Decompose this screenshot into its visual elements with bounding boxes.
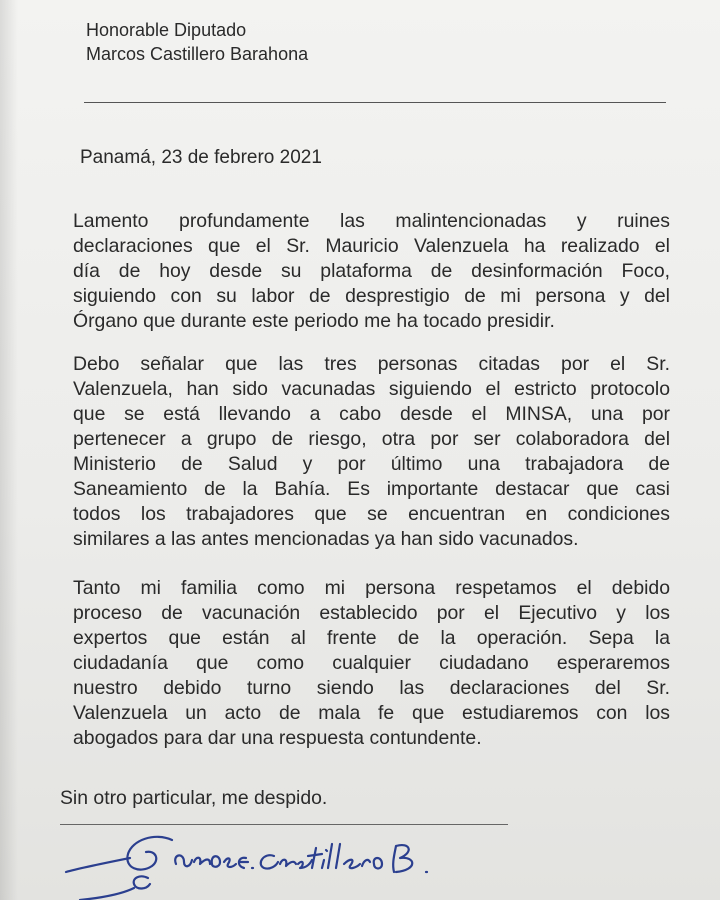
- paragraph-line: Valenzuela, han sido vacunadas siguiendo el estricto protocolo: [73, 378, 670, 400]
- letterhead: [86, 18, 308, 66]
- paragraph-line: expertos que están al frente de la operación. Sepa la: [73, 627, 670, 649]
- paragraph-line: nuestro debido turno siendo las declaraciones del Sr.: [73, 677, 670, 699]
- paragraph-1: [73, 209, 670, 334]
- paragraph-3: [73, 576, 670, 751]
- page-edge-shadow: [0, 0, 18, 900]
- paragraph-line: proceso de vacunación establecido por el Ejecutivo y los: [73, 602, 670, 624]
- paragraph-line: Ministerio de Salud y por último una trabajadora de: [73, 453, 670, 475]
- paragraph-2: [73, 352, 670, 552]
- closing-line: Sin otro particular, me despido.: [60, 787, 328, 809]
- paragraph-line: ciudadanía que como cualquier ciudadano esperaremos: [73, 652, 670, 674]
- paragraph-line: que se está llevando a cabo desde el MINSA, una por: [73, 403, 670, 425]
- paragraph-line: Órgano que durante este periodo me ha tocado presidir.: [73, 310, 555, 332]
- paragraph-line: todos los trabajadores que se encuentran en condiciones: [73, 503, 670, 525]
- recipient-name: Marcos Castillero Barahona: [86, 44, 309, 64]
- paragraph-line: día de hoy desde su plataforma de desinformación Foco,: [73, 260, 670, 282]
- recipient-title: Honorable Diputado: [86, 20, 247, 40]
- paragraph-line: Lamento profundamente las malintencionadas y ruines: [73, 210, 670, 232]
- paragraph-line: Tanto mi familia como mi persona respetamos el debido: [73, 577, 670, 599]
- letter-date: Panamá, 23 de febrero 2021: [80, 147, 322, 168]
- letterhead-divider: [84, 102, 666, 103]
- paragraph-line: siguiendo con su labor de desprestigio de mi persona y del: [73, 285, 670, 307]
- handwritten-signature: [60, 818, 520, 900]
- paragraph-line: similares a las antes mencionadas ya han sido vacunados.: [73, 528, 579, 550]
- paragraph-line: declaraciones que el Sr. Mauricio Valenzuela ha realizado el: [73, 235, 670, 257]
- paragraph-line: abogados para dar una respuesta contundente.: [73, 727, 482, 749]
- paragraph-line: Saneamiento de la Bahía. Es importante destacar que casi: [73, 478, 670, 500]
- paragraph-line: Valenzuela un acto de mala fe que estudiaremos con los: [73, 702, 670, 724]
- paragraph-line: Debo señalar que las tres personas citadas por el Sr.: [73, 353, 670, 375]
- paragraph-line: pertenecer a grupo de riesgo, otra por ser colaboradora del: [73, 428, 670, 450]
- signature-ink: [66, 837, 427, 900]
